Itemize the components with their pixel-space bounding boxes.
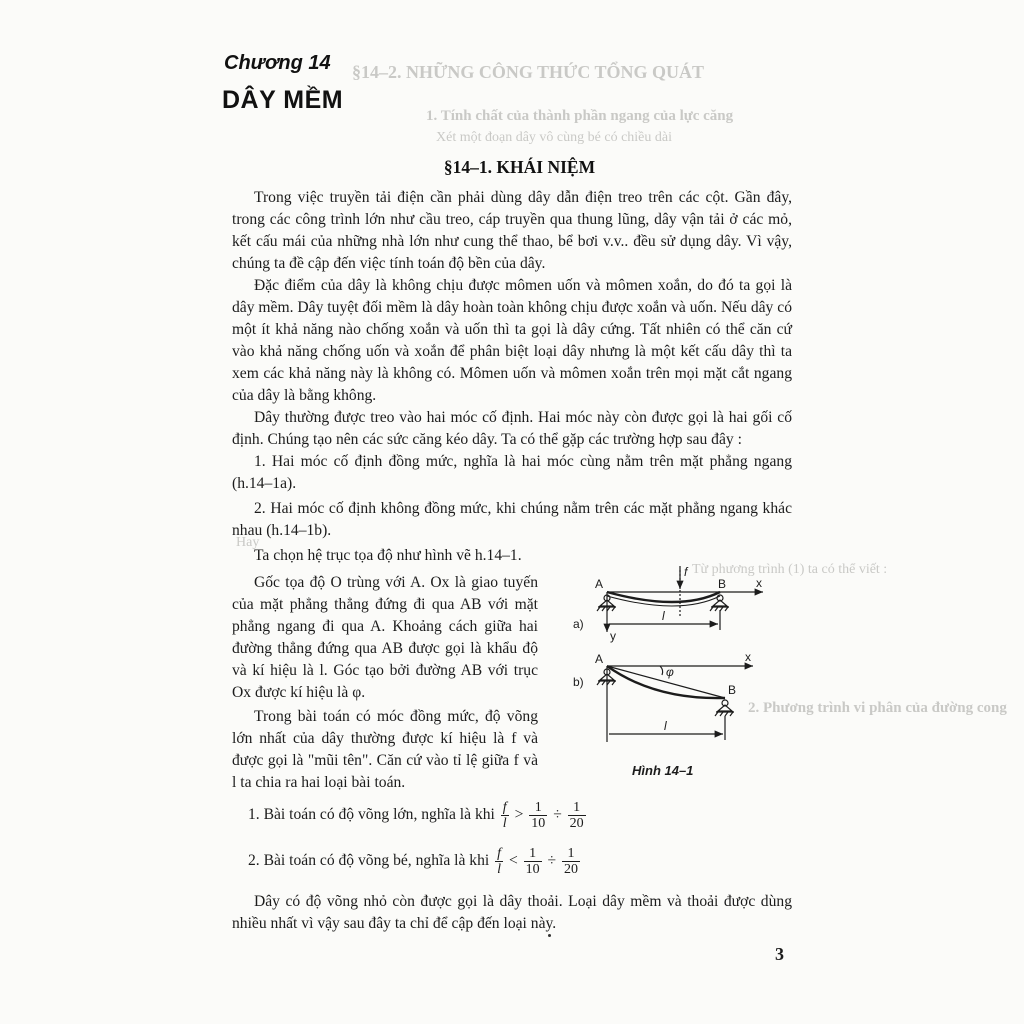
point-b-label-bottom: B xyxy=(728,683,737,697)
span-label-bottom: l xyxy=(664,719,667,733)
sag-label: f xyxy=(684,565,688,579)
case-b-label: b) xyxy=(573,675,584,689)
formula-large-sag xyxy=(248,800,588,831)
relation-symbol: < xyxy=(508,852,518,870)
fraction-one-tenth: $\frac{1}{10}$ xyxy=(531,800,546,831)
relation-symbol: > xyxy=(514,806,524,824)
paragraph-intro: Trong việc truyền tải điện cần phải dùng dây dẫn điện treo trên các cột. Gần đây, trong các công trình lớn như cầu treo, cáp truyền qua thung lũng, dây vận tải ở các mỏ, kết cấu mái của những nhà lớn như cung thể thao, bể bơi v.v.. đều sử dụng dây. Vì vậy, chúng ta đề cập đến việc tính toán độ bền của dây. xyxy=(232,189,792,272)
paragraph-conclusion: Dây có độ võng nhỏ còn được gọi là dây thoải. Loại dây mềm và thoải được dùng nhiều nhất vì vậy sau đây ta chỉ để cập đến loại này. xyxy=(232,893,792,932)
span-label-top: l xyxy=(662,609,665,623)
paragraph-supports: Dây thường được treo vào hai móc cố định. Hai móc này còn được gọi là hai gối cố định. Chúng tạo nên các sức căng kéo dây. Ta có thể gặp các trường hợp sau đây : xyxy=(232,409,792,448)
figure-caption: Hình 14–1 xyxy=(632,763,694,778)
page-number: 3 xyxy=(775,944,784,964)
section-title: §14–1. KHÁI NIỆM xyxy=(443,157,596,177)
paragraph-case-1: 1. Hai móc cố định đồng mức, nghĩa là hai móc cùng nằm trên mặt phẳng ngang (h.14–1a). xyxy=(232,453,792,492)
y-axis-label-top: y xyxy=(610,629,616,643)
formula-text: 1. Bài toán có độ võng lớn, nghĩa là khi xyxy=(248,806,495,824)
fraction-f-over-l: $\frac{f}{l}$ xyxy=(502,800,507,831)
bleed-through-heading: §14–2. NHỮNG CÔNG THỨC TỔNG QUÁT xyxy=(352,62,705,82)
x-axis-label-top: x xyxy=(756,576,762,590)
formula-text: 2. Bài toán có độ võng bé, nghĩa là khi xyxy=(248,852,490,870)
angle-label: φ xyxy=(666,665,674,679)
x-axis-label-bottom: x xyxy=(745,650,751,664)
angle-arc xyxy=(660,666,663,675)
paragraph-case-2: 2. Hai móc cố định không đồng mức, khi chúng nằm trên các mặt phẳng ngang khác nhau (h.14–1b). xyxy=(232,500,792,539)
paragraph-origin: Gốc tọa độ O trùng với A. Ox là giao tuyến của mặt phẳng thẳng đứng đi qua AB với mặt phẳng ngang đi qua A. Khoảng cách giữa hai đường thẳng đứng qua AB được gọi là khẩu độ và kí hiệu là l. Góc tạo bởi đường AB với trục Ox được kí hiệu là φ. xyxy=(232,574,538,701)
formula-small-sag xyxy=(248,846,582,877)
paragraph-characteristics: Đặc điểm của dây là không chịu được mômen uốn và mômen xoắn, do đó ta gọi là dây mềm. Dây tuyệt đối mềm là dây hoàn toàn không chịu được xoắn và uốn. Nếu dây có một ít khả năng nào chống xoắn và uốn thì ta gọi là dây cứng. Tất nhiên có thể căn cứ vào khả năng chống uốn và xoắn để phân biệt loại dây nhưng là một kết cấu dây thì ta xem các khả năng này là không có. Mômen uốn và mômen xoắn trên mọi mặt cắt ngang của dây là bằng không. xyxy=(232,277,792,404)
point-a-label-top: A xyxy=(595,577,604,591)
divide-symbol: ÷ xyxy=(547,852,557,870)
case-a-label: a) xyxy=(573,617,584,631)
bleed-through-line: Từ phương trình (1) ta có thể viết : xyxy=(692,562,888,577)
print-speck xyxy=(548,934,551,937)
bleed-through-line: Xét một đoạn dây vô cùng bé có chiều dài xyxy=(436,130,672,145)
fraction-f-over-l: $\frac{f}{l}$ xyxy=(497,846,502,877)
point-b-label-top: B xyxy=(718,577,727,591)
chapter-title: DÂY MỀM xyxy=(222,86,344,114)
chapter-label: Chương 14 xyxy=(224,52,331,74)
bleed-through-line: 1. Tính chất của thành phần ngang của lực căng xyxy=(426,108,734,124)
bleed-through-line: Hay xyxy=(236,535,260,550)
fraction-one-twentieth: $\frac{1}{20}$ xyxy=(564,846,579,877)
point-a-label-bottom: A xyxy=(595,652,604,666)
fraction-one-twentieth: $\frac{1}{20}$ xyxy=(569,800,584,831)
divide-symbol: ÷ xyxy=(553,806,562,824)
bleed-through-line: 2. Phương trình vi phân của đường cong xyxy=(748,700,1007,716)
fraction-one-tenth: $\frac{1}{10}$ xyxy=(525,846,540,877)
paragraph-coordinate-system: Ta chọn hệ trục tọa độ như hình vẽ h.14–1. xyxy=(254,547,522,564)
paragraph-sag: Trong bài toán có móc đồng mức, độ võng lớn nhất của dây thường được kí hiệu là f và được gọi là "mũi tên". Căn cứ vào tỉ lệ giữa f và l ta chia ra hai loại bài toán. xyxy=(232,708,538,791)
